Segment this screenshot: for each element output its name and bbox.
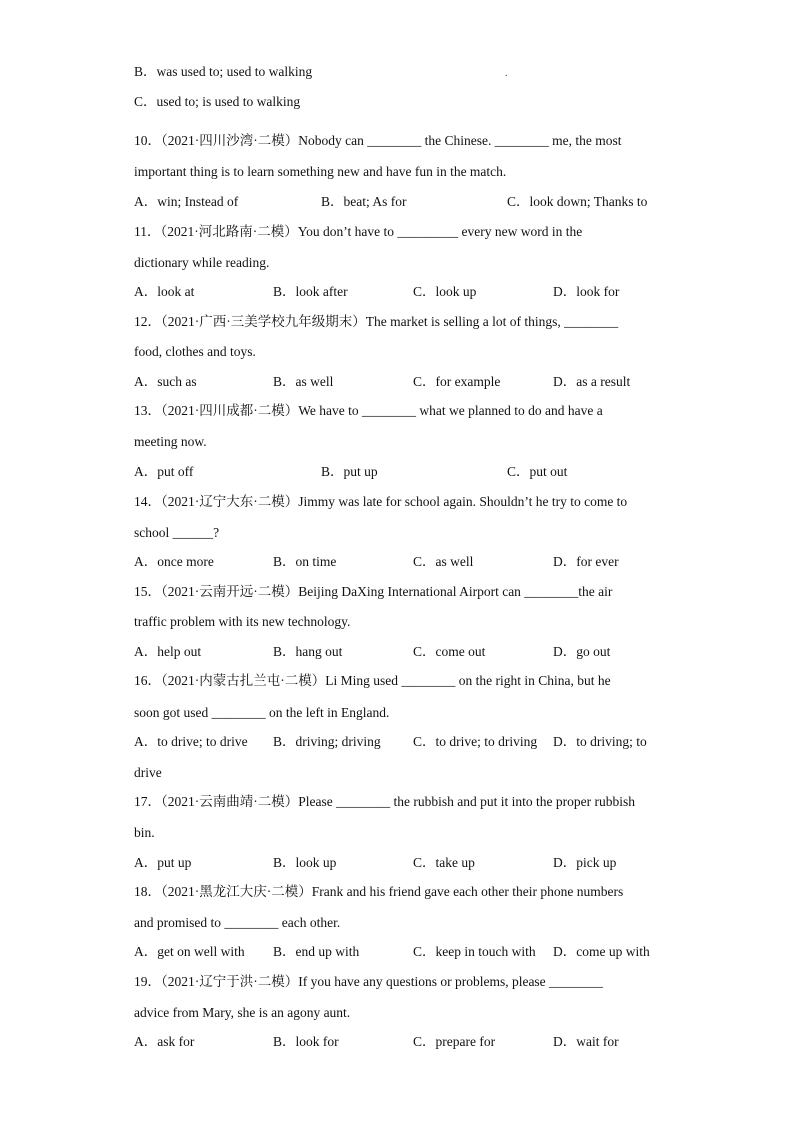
question-14-line-1: 14．（2021·辽宁大东·二模）Jimmy was late for school again. Shouldn’t he try to come to [134,494,628,509]
question-17-line-1: 17．（2021·云南曲靖·二模）Please ________ the rubbish and put it into the proper rubbish [134,794,635,809]
question-15-line-2: traffic problem with its new technology. [134,614,351,629]
question-10-line-1: 10．（2021·四川沙湾·二模）Nobody can ________ the Chinese. ________ me, the most [134,133,622,148]
q11-option-d: D．look for [553,284,620,299]
question-11-line-1: 11．（2021·河北路南·二模）You don’t have to _________ every new word in the [134,224,583,239]
q14-option-a: A．once more [134,554,214,569]
q13-option-c: C．put out [507,464,568,479]
q19-option-c: C．prepare for [413,1034,496,1049]
option-c-prev: C．used to; is used to walking [134,94,301,109]
q10-option-a: A．win; Instead of [134,194,239,209]
q12-option-d: D．as a result [553,374,631,389]
question-18-line-2: and promised to ________ each other. [134,915,341,930]
q11-option-b: B．look after [273,284,348,299]
q19-option-d: D．wait for [553,1034,619,1049]
question-12-line-2: food, clothes and toys. [134,344,256,359]
q15-option-c: C．come out [413,644,486,659]
q19-option-a: A．ask for [134,1034,195,1049]
question-16-line-1: 16．（2021·内蒙古扎兰屯·二模）Li Ming used ________ on the right in China, but he [134,673,611,688]
q18-option-a: A．get on well with [134,944,245,959]
question-16-line-2: soon got used ________ on the left in England. [134,705,390,720]
q17-option-d: D．pick up [553,855,617,870]
question-19-line-1: 19．（2021·辽宁于洪·二模）If you have any questions or problems, please ________ [134,974,604,989]
q12-option-b: B．as well [273,374,334,389]
question-12-line-1: 12．（2021·广西·三美学校九年级期末）The market is selling a lot of things, ________ [134,314,619,329]
q10-option-c: C．look down; Thanks to [507,194,648,209]
q16-option-c: C．to drive; to driving [413,734,538,749]
q15-option-d: D．go out [553,644,611,659]
q18-option-c: C．keep in touch with [413,944,536,959]
q14-option-c: C．as well [413,554,474,569]
q11-option-a: A．look at [134,284,195,299]
q17-option-b: B．look up [273,855,337,870]
q16-option-a: A．to drive; to drive [134,734,248,749]
question-14-line-2: school ______? [134,525,220,540]
question-11-line-2: dictionary while reading. [134,255,270,270]
q15-option-b: B．hang out [273,644,343,659]
question-18-line-1: 18．（2021·黑龙江大庆·二模）Frank and his friend gave each other their phone numbers [134,884,624,899]
q19-option-b: B．look for [273,1034,339,1049]
q13-option-a: A．put off [134,464,194,479]
q11-option-c: C．look up [413,284,477,299]
q16-option-d: D．to driving; to [553,734,647,749]
q17-option-c: C．take up [413,855,475,870]
q18-option-d: D．come up with [553,944,650,959]
q18-option-b: B．end up with [273,944,360,959]
q12-option-c: C．for example [413,374,501,389]
stray-mark: . [505,68,508,79]
q14-option-d: D．for ever [553,554,619,569]
question-13-line-1: 13．（2021·四川成都·二模）We have to ________ what we planned to do and have a [134,403,603,418]
q12-option-a: A．such as [134,374,197,389]
q15-option-a: A．help out [134,644,202,659]
question-17-line-2: bin. [134,825,155,840]
question-19-line-2: advice from Mary, she is an agony aunt. [134,1005,351,1020]
question-10-line-2: important thing is to learn something new and have fun in the match. [134,164,507,179]
q16-option-b: B．driving; driving [273,734,381,749]
q17-option-a: A．put up [134,855,192,870]
q13-option-b: B．put up [321,464,378,479]
q10-option-b: B．beat; As for [321,194,407,209]
q16-option-d-continued: drive [134,765,162,780]
option-b-prev: B．was used to; used to walking [134,64,313,79]
question-13-line-2: meeting now. [134,434,207,449]
question-15-line-1: 15．（2021·云南开远·二模）Beijing DaXing International Airport can ________the air [134,584,613,599]
q14-option-b: B．on time [273,554,337,569]
